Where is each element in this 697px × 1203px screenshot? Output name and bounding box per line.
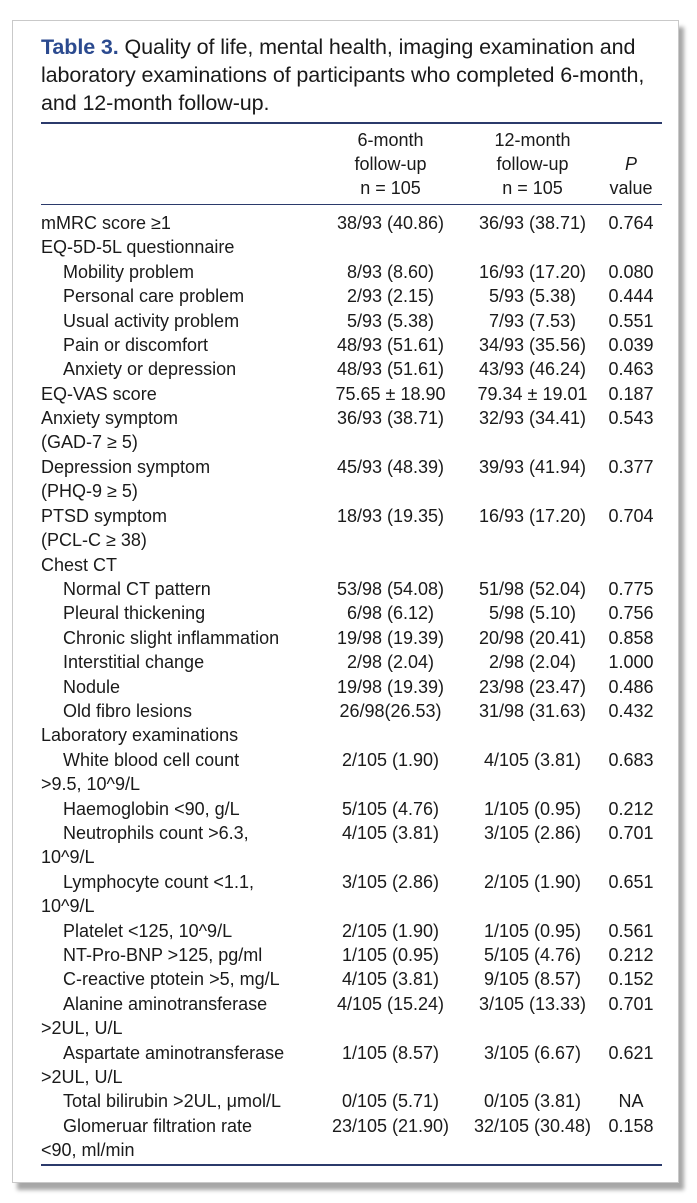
cell-12-month: 51/98 (52.04) (478, 579, 587, 599)
row-label (41, 357, 326, 381)
cell-6-month: 48/93 (51.61) (336, 359, 445, 380)
cell-6-month: 1/105 (0.95) (341, 945, 440, 965)
cell-12-month: 5/105 (4.76) (483, 945, 582, 965)
row-label-continuation: (GAD-7 ≥ 5) (41, 432, 138, 453)
cell-12-month: 20/98 (20.41) (478, 627, 587, 648)
header-12-month-line1: 12-month (494, 130, 571, 150)
cell-6-month: 26/98(26.53) (339, 701, 442, 721)
row-label-text: Old fibro lesions (63, 701, 193, 721)
cell-12-month: 9/105 (8.57) (483, 969, 582, 990)
header-6-month (323, 128, 458, 200)
cell-p-value: 0.858 (608, 627, 654, 648)
header-p-value (601, 152, 661, 200)
row-label (41, 919, 326, 943)
row-label (41, 333, 326, 357)
table-card (12, 20, 679, 1183)
cell-12-month: 32/93 (34.41) (478, 408, 587, 429)
row-label (41, 260, 326, 284)
cell-p-value: 0.080 (608, 261, 654, 282)
row-label-text: EQ-VAS score (41, 383, 157, 404)
cell-p-value: 0.683 (608, 749, 654, 770)
cell-12-month: 2/105 (1.90) (483, 871, 582, 892)
row-label (41, 1089, 326, 1113)
row-label-continuation: 10^9/L (41, 847, 95, 867)
cell-12-month: 16/93 (17.20) (478, 505, 587, 526)
cell-6-month: 5/93 (5.38) (346, 310, 435, 331)
cell-p-value: 0.152 (608, 969, 654, 990)
header-12-month (465, 128, 600, 200)
cell-p-value: NA (618, 1091, 644, 1112)
cell-p-value: 0.621 (608, 1042, 654, 1063)
row-label (41, 967, 326, 991)
row-label (41, 992, 326, 1040)
row-label-text: Usual activity problem (63, 310, 240, 331)
cell-p-value: 0.444 (608, 286, 654, 307)
cell-12-month: 5/93 (5.38) (488, 286, 577, 307)
cell-6-month: 4/105 (15.24) (336, 993, 445, 1014)
row-label-text: C-reactive ptotein >5, mg/L (63, 969, 280, 990)
cell-12-month: 31/98 (31.63) (478, 701, 587, 721)
header-p-line1: P (624, 154, 637, 174)
cell-12-month: 43/93 (46.24) (478, 359, 587, 380)
cell-6-month: 4/105 (3.81) (341, 969, 440, 990)
cell-p-value: 0.039 (608, 335, 654, 355)
row-label (41, 748, 326, 796)
cell-12-month: 4/105 (3.81) (483, 749, 582, 770)
cell-p-value: 0.551 (608, 310, 654, 331)
row-label-text: Laboratory examinations (41, 725, 239, 746)
cell-p-value: 0.701 (608, 993, 654, 1014)
cell-6-month: 2/98 (2.04) (346, 652, 435, 673)
cell-12-month: 7/93 (7.53) (488, 310, 577, 331)
row-label-text: Chest CT (41, 554, 118, 575)
caption-text: Quality of life, mental health, imaging examination and laboratory examinations of participants who completed 6-month, and 12-month follow-up. (41, 35, 645, 115)
row-label (41, 943, 326, 967)
cell-6-month: 2/105 (1.90) (341, 749, 440, 770)
row-label-text: Aspartate aminotransferase (63, 1042, 285, 1063)
row-label (41, 1114, 326, 1162)
row-label (41, 797, 326, 821)
row-label-text: Lymphocyte count <1.1, (63, 871, 254, 892)
row-label-text: NT-Pro-BNP >125, pg/ml (63, 945, 263, 965)
cell-p-value: 0.187 (608, 383, 654, 404)
cell-6-month: 6/98 (6.12) (346, 603, 435, 624)
table-label: Table 3. (41, 35, 119, 59)
row-label-text: Platelet <125, 10^9/L (63, 920, 233, 941)
cell-12-month: 0/105 (3.81) (483, 1091, 582, 1112)
row-label-text: White blood cell count (63, 749, 240, 770)
cell-p-value: 0.651 (608, 871, 654, 892)
row-label-text: PTSD symptom (41, 505, 168, 526)
row-label (41, 650, 326, 674)
row-label-text: Normal CT pattern (63, 579, 211, 599)
row-label (41, 626, 326, 650)
row-label-text: Chronic slight inflammation (63, 627, 280, 648)
cell-12-month: 34/93 (35.56) (478, 335, 587, 355)
cell-p-value: 0.486 (608, 676, 654, 697)
row-label (41, 821, 326, 869)
cell-6-month: 19/98 (19.39) (336, 627, 445, 648)
top-rule (41, 122, 662, 124)
cell-12-month: 2/98 (2.04) (488, 652, 577, 673)
cell-12-month: 3/105 (6.67) (483, 1042, 582, 1063)
row-label-text: Depression symptom (41, 457, 211, 477)
cell-p-value: 0.764 (608, 213, 654, 233)
cell-6-month: 19/98 (19.39) (336, 676, 445, 697)
row-label (41, 577, 326, 601)
cell-6-month: 2/105 (1.90) (341, 920, 440, 941)
cell-12-month: 32/105 (30.48) (473, 1115, 592, 1136)
row-label-continuation: <90, ml/min (41, 1139, 135, 1160)
row-label (41, 455, 326, 503)
cell-6-month: 4/105 (3.81) (341, 823, 440, 843)
row-label-text: Mobility problem (63, 261, 195, 282)
cell-6-month: 48/93 (51.61) (336, 335, 445, 355)
cell-6-month: 5/105 (4.76) (341, 798, 440, 819)
row-label (41, 870, 326, 918)
row-label (41, 406, 326, 454)
row-label (41, 309, 326, 333)
cell-p-value: 0.756 (608, 603, 654, 624)
cell-p-value: 0.701 (608, 823, 654, 843)
cell-12-month: 39/93 (41.94) (478, 457, 587, 477)
cell-p-value: 0.158 (608, 1115, 654, 1136)
cell-p-value: 0.212 (608, 945, 654, 965)
cell-6-month: 38/93 (40.86) (336, 213, 445, 233)
row-label-text: Interstitial change (63, 652, 205, 673)
header-p-line2: value (609, 178, 653, 198)
cell-6-month: 1/105 (8.57) (341, 1042, 440, 1063)
bottom-rule (41, 1164, 662, 1166)
cell-6-month: 2/93 (2.15) (346, 286, 435, 307)
cell-p-value: 1.000 (608, 652, 654, 673)
cell-p-value: 0.432 (608, 701, 654, 721)
row-label-text: mMRC score ≥1 (41, 213, 171, 233)
cell-12-month: 16/93 (17.20) (478, 261, 587, 282)
row-label-continuation: >2UL, U/L (41, 1017, 123, 1038)
row-label-text: Total bilirubin >2UL, μmol/L (63, 1091, 281, 1112)
header-6-month-line2: follow-up (354, 154, 427, 174)
row-label (41, 723, 326, 747)
header-12-month-line2: follow-up (496, 154, 569, 174)
row-label-text: EQ-5D-5L questionnaire (41, 237, 235, 258)
cell-6-month: 36/93 (38.71) (336, 408, 445, 429)
cell-12-month: 3/105 (2.86) (483, 823, 582, 843)
cell-12-month: 3/105 (13.33) (478, 993, 587, 1014)
cell-6-month: 53/98 (54.08) (336, 579, 445, 599)
cell-12-month: 23/98 (23.47) (478, 676, 587, 697)
cell-12-month: 1/105 (0.95) (483, 798, 582, 819)
cell-6-month: 18/93 (19.35) (336, 505, 445, 526)
row-label (41, 601, 326, 625)
cell-6-month: 0/105 (5.71) (341, 1091, 440, 1112)
row-label (41, 553, 326, 577)
header-rule (41, 204, 662, 205)
cell-6-month: 3/105 (2.86) (341, 871, 440, 892)
cell-p-value: 0.704 (608, 505, 654, 526)
cell-p-value: 0.561 (608, 920, 654, 941)
cell-6-month: 45/93 (48.39) (336, 457, 445, 477)
cell-12-month: 36/93 (38.71) (478, 213, 587, 233)
row-label-text: Neutrophils count >6.3, (63, 823, 249, 843)
row-label-text: Personal care problem (63, 286, 245, 307)
cell-p-value: 0.775 (608, 579, 654, 599)
row-label-text: Glomeruar filtration rate (63, 1115, 253, 1136)
row-label (41, 504, 326, 552)
cell-p-value: 0.377 (608, 457, 654, 477)
row-label-text: Haemoglobin <90, g/L (63, 798, 240, 819)
cell-12-month: 5/98 (5.10) (488, 603, 577, 624)
cell-6-month: 75.65 ± 18.90 (335, 383, 446, 404)
row-label-continuation: >9.5, 10^9/L (41, 773, 141, 794)
row-label (41, 235, 326, 259)
header-6-month-line3: n = 105 (360, 178, 421, 198)
row-label-text: Anxiety symptom (41, 408, 179, 429)
row-label-text: Alanine aminotransferase (63, 993, 268, 1014)
row-label-continuation: (PHQ-9 ≥ 5) (41, 481, 138, 501)
row-label-continuation: 10^9/L (41, 895, 95, 916)
cell-6-month: 8/93 (8.60) (346, 261, 435, 282)
row-label-text: Pain or discomfort (63, 335, 209, 355)
cell-12-month: 1/105 (0.95) (483, 920, 582, 941)
row-label-continuation: >2UL, U/L (41, 1066, 123, 1087)
row-label-text: Nodule (63, 676, 121, 697)
cell-12-month: 79.34 ± 19.01 (477, 383, 588, 404)
row-label (41, 675, 326, 699)
row-label (41, 284, 326, 308)
cell-p-value: 0.212 (608, 798, 654, 819)
cell-6-month: 23/105 (21.90) (331, 1115, 450, 1136)
cell-p-value: 0.463 (608, 359, 654, 380)
header-6-month-line1: 6-month (357, 130, 424, 150)
row-label (41, 1041, 326, 1089)
row-label (41, 699, 326, 723)
row-label-text: Pleural thickening (63, 603, 206, 624)
row-label-continuation: (PCL-C ≥ 38) (41, 529, 147, 550)
row-label-text: Anxiety or depression (63, 359, 237, 380)
row-label (41, 382, 326, 406)
cell-p-value: 0.543 (608, 408, 654, 429)
table-caption (41, 33, 666, 117)
header-12-month-line3: n = 105 (502, 178, 563, 198)
row-label (41, 211, 326, 235)
